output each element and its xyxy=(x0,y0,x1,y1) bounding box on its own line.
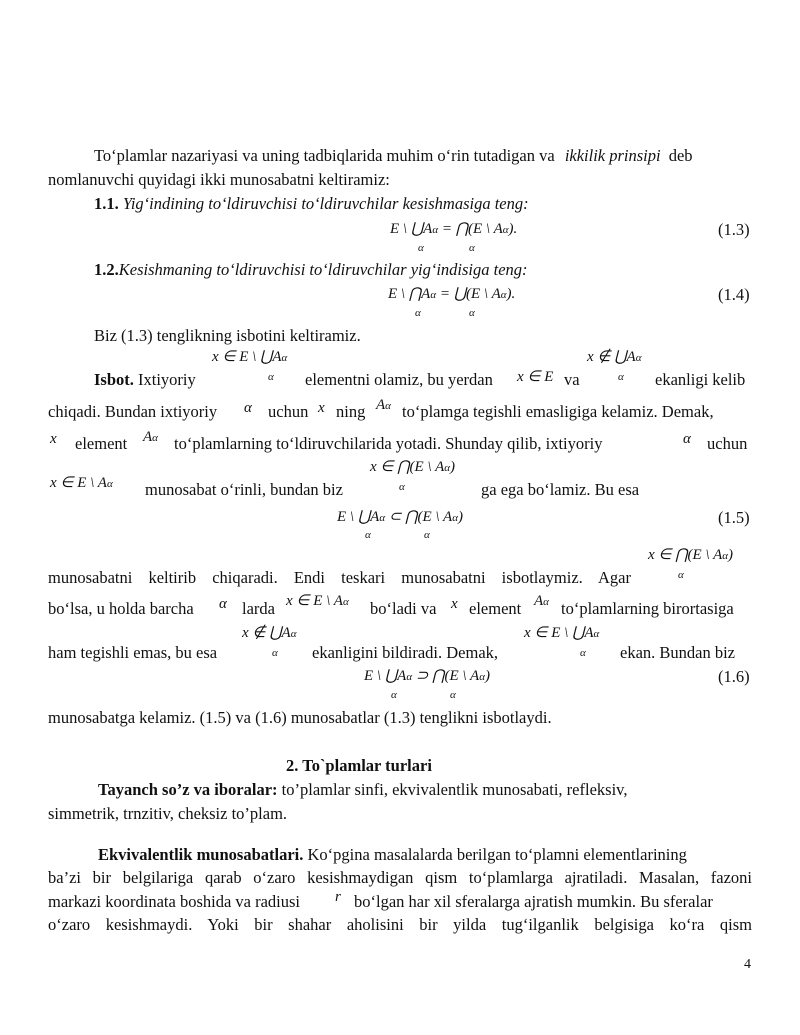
keywords-label: Tayanch so’z va iboralar: xyxy=(98,780,278,799)
eq-number-1-5: (1.5) xyxy=(718,508,750,527)
formula: x ∉ ⋃A xyxy=(242,625,291,641)
proof-line-6b: larda xyxy=(242,599,275,618)
formula-1-6-sub-1: α xyxy=(391,689,397,701)
formula-1-3: E \ ⋃Aα = ⋂(E \ Aα). xyxy=(390,221,518,237)
formula-end: ). xyxy=(508,221,518,237)
formula-1-3-sub-1: α xyxy=(418,242,424,254)
formula-1-4-sub-2: α xyxy=(469,307,475,319)
formula: x ∈ ⋂(E \ A xyxy=(648,547,723,563)
formula: x ∈ E \ ⋃A xyxy=(524,625,594,641)
rule-1-number: 1.1. xyxy=(94,194,119,213)
proof-line-1d: ekanligi kelib xyxy=(655,370,746,389)
formula-rhs: = ⋃(E \ A xyxy=(439,286,501,302)
formula-rhs: = ⋂(E \ A xyxy=(441,221,503,237)
formula: x ∉ ⋃A xyxy=(587,349,636,365)
alpha-symbol: α xyxy=(683,431,691,447)
proof-line-1a xyxy=(94,372,196,389)
proof-formula-5-sub: α xyxy=(678,569,684,581)
proof-line-6e: to‘plamlarning birortasiga xyxy=(561,599,734,618)
rule-2-number: 1.2. xyxy=(94,260,119,279)
rule-2-text: Kesishmaning to‘ldiruvchisi to‘ldiruvchilar yig‘indisiga teng: xyxy=(118,260,528,279)
proof-formula-7b-sub: α xyxy=(580,647,586,659)
proof-label: Isbot. xyxy=(94,370,134,389)
proof-formula-7a: x ∉ ⋃Aα xyxy=(242,625,297,641)
intro-line-1 xyxy=(94,148,693,165)
rule-1-heading xyxy=(94,196,529,213)
formula-1-5-sub-1: α xyxy=(365,529,371,541)
proof-formula-3: x ∉ ⋃Aα xyxy=(587,349,642,365)
formula-lhs: E \ ⋂A xyxy=(388,286,431,302)
intro-emphasis: ikkilik prinsipi xyxy=(564,146,661,165)
formula-1-6-sub-2: α xyxy=(450,689,456,701)
a-alpha-symbol: Aα xyxy=(534,593,549,609)
proof-intro: Biz (1.3) tenglikning isbotini keltiramiz. xyxy=(94,326,361,345)
proof-line-3c: to‘plamlarning to‘ldiruvchilarida yotadi. Shunday qilib, ixtiyoriy xyxy=(174,434,603,453)
proof-line-2b: uchun xyxy=(268,402,309,421)
rule-1-text: Yig‘indining to‘ldiruvchisi to‘ldiruvchilar kesishmasiga teng: xyxy=(122,194,529,213)
proof-line-7b: ekanligini bildiradi. Demak, xyxy=(312,643,499,662)
alpha-symbol: α xyxy=(219,596,227,612)
formula: x ∈ E \ A xyxy=(50,475,107,491)
proof-formula-2: x ∈ E xyxy=(517,369,554,385)
proof-line-1b: elementni olamiz, bu yerdan xyxy=(305,370,493,389)
proof-line-2c: ning xyxy=(336,402,366,421)
page-number: 4 xyxy=(744,957,751,972)
proof-formula-4a: x ∈ E \ Aα xyxy=(50,475,113,491)
formula: x ∈ E \ ⋃A xyxy=(212,349,282,365)
proof-line-6d: element xyxy=(469,599,522,618)
formula-end: ). xyxy=(506,286,516,302)
formula: x ∈ ⋂(E \ A xyxy=(370,459,445,475)
formula-end: ) xyxy=(484,668,490,684)
proof-line-8: munosabatga kelamiz. (1.5) va (1.6) munosabatlar (1.3) tenglikni isbotlaydi. xyxy=(48,708,552,727)
eq-number-1-3: (1.3) xyxy=(718,220,750,239)
formula-rhs: ⊂ ⋂(E \ A xyxy=(388,509,453,525)
r-symbol: r xyxy=(335,889,341,905)
proof-formula-3-sub: α xyxy=(618,371,624,383)
intro-text-end: deb xyxy=(668,146,693,165)
symbol: A xyxy=(143,429,153,445)
equiv-label: Ekvivalentlik munosabatlari. xyxy=(98,845,304,864)
alpha-symbol: α xyxy=(244,400,252,416)
formula-1-5-sub-2: α xyxy=(424,529,430,541)
equiv-line-2: ba’zi bir belgilariga qarab o‘zaro kesishmaydigan qism to‘plamlarga ajratiladi. Masalan, fazoni xyxy=(48,868,752,887)
proof-line-1c: va xyxy=(564,370,580,389)
intro-text: To‘plamlar nazariyasi va uning tadbiqlarida muhim o‘rin tutadigan va xyxy=(94,146,555,165)
symbol: A xyxy=(534,593,544,609)
a-alpha-symbol: Aα xyxy=(143,429,158,445)
formula-1-5: E \ ⋃Aα ⊂ ⋂(E \ Aα) xyxy=(337,509,463,525)
equiv-line-3b: bo‘lgan har xil sferalarga ajratish mumkin. Bu sferalar xyxy=(354,892,713,911)
proof-line-6c: bo‘ladi va xyxy=(370,599,437,618)
symbol: A xyxy=(376,397,386,413)
proof-formula-4b-sub: α xyxy=(399,481,405,493)
proof-line-6a: bo‘lsa, u holda barcha xyxy=(48,599,194,618)
formula-rhs: ⊃ ⋂(E \ A xyxy=(415,668,480,684)
eq-number-1-4: (1.4) xyxy=(718,285,750,304)
proof-line-3b: element xyxy=(75,434,128,453)
proof-formula-7b: x ∈ E \ ⋃Aα xyxy=(524,625,600,641)
formula-end: ) xyxy=(457,509,463,525)
rule-2-heading xyxy=(94,262,528,279)
proof-line-7a: ham tegishli emas, bu esa xyxy=(48,643,218,662)
proof-formula-4b: x ∈ ⋂(E \ Aα) xyxy=(370,459,456,475)
intro-line-2: nomlanuvchi quyidagi ikki munosabatni keltiramiz: xyxy=(48,170,390,189)
proof-formula-5: x ∈ ⋂(E \ Aα) xyxy=(648,547,734,563)
keywords-line-1 xyxy=(98,782,627,799)
x-symbol: x xyxy=(318,400,325,416)
proof-line-7c: ekan. Bundan biz xyxy=(620,643,736,662)
eq-number-1-6: (1.6) xyxy=(718,667,750,686)
proof-formula-7a-sub: α xyxy=(272,647,278,659)
proof-line-3d: uchun xyxy=(707,434,748,453)
proof-line-2a: chiqadi. Bundan ixtiyoriy xyxy=(48,402,218,421)
formula-1-4-sub-1: α xyxy=(415,307,421,319)
proof-formula-1: x ∈ E \ ⋃Aα xyxy=(212,349,288,365)
keywords-text: to’plamlar sinfi, ekvivalentlik munosabati, refleksiv, xyxy=(281,780,628,799)
formula-lhs: E \ ⋃A xyxy=(364,668,407,684)
formula-1-6: E \ ⋃Aα ⊃ ⋂(E \ Aα) xyxy=(364,668,490,684)
proof-line-4b: ga ega bo‘lamiz. Bu esa xyxy=(481,480,640,499)
formula-lhs: E \ ⋃A xyxy=(390,221,433,237)
x-symbol: x xyxy=(451,596,458,612)
equiv-line-1 xyxy=(98,847,687,864)
formula-1-4: E \ ⋂Aα = ⋃(E \ Aα). xyxy=(388,286,516,302)
proof-formula-1-sub: α xyxy=(268,371,274,383)
equiv-line-3a: markazi koordinata boshida va radiusi xyxy=(48,892,301,911)
keywords-line-2: simmetrik, trnzitiv, cheksiz to’plam. xyxy=(48,804,288,823)
proof-line-2d: to‘plamga tegishli emasligiga kelamiz. Demak, xyxy=(402,402,714,421)
formula: x ∈ E \ A xyxy=(286,593,343,609)
a-alpha-symbol: Aα xyxy=(376,397,391,413)
formula-lhs: E \ ⋃A xyxy=(337,509,380,525)
equiv-text: Ko‘pgina masalalarda berilgan to‘plamni elementlarining xyxy=(307,845,687,864)
proof-formula-6: x ∈ E \ Aα xyxy=(286,593,349,609)
text: Ixtiyoriy xyxy=(138,370,196,389)
proof-line-4a: munosabat o‘rinli, bundan biz xyxy=(145,480,343,499)
section-title: 2. To`plamlar turlari xyxy=(286,756,432,775)
equiv-line-4: o‘zaro kesishmaydi. Yoki bir shahar aholisini bir yilda tug‘ilganlik belgisiga ko‘ra qism xyxy=(48,915,752,934)
proof-line-5: munosabatni keltirib chiqaradi. Endi teskari munosabatni isbotlaymiz. Agar xyxy=(48,568,631,587)
x-symbol: x xyxy=(50,431,57,447)
formula-1-3-sub-2: α xyxy=(469,242,475,254)
